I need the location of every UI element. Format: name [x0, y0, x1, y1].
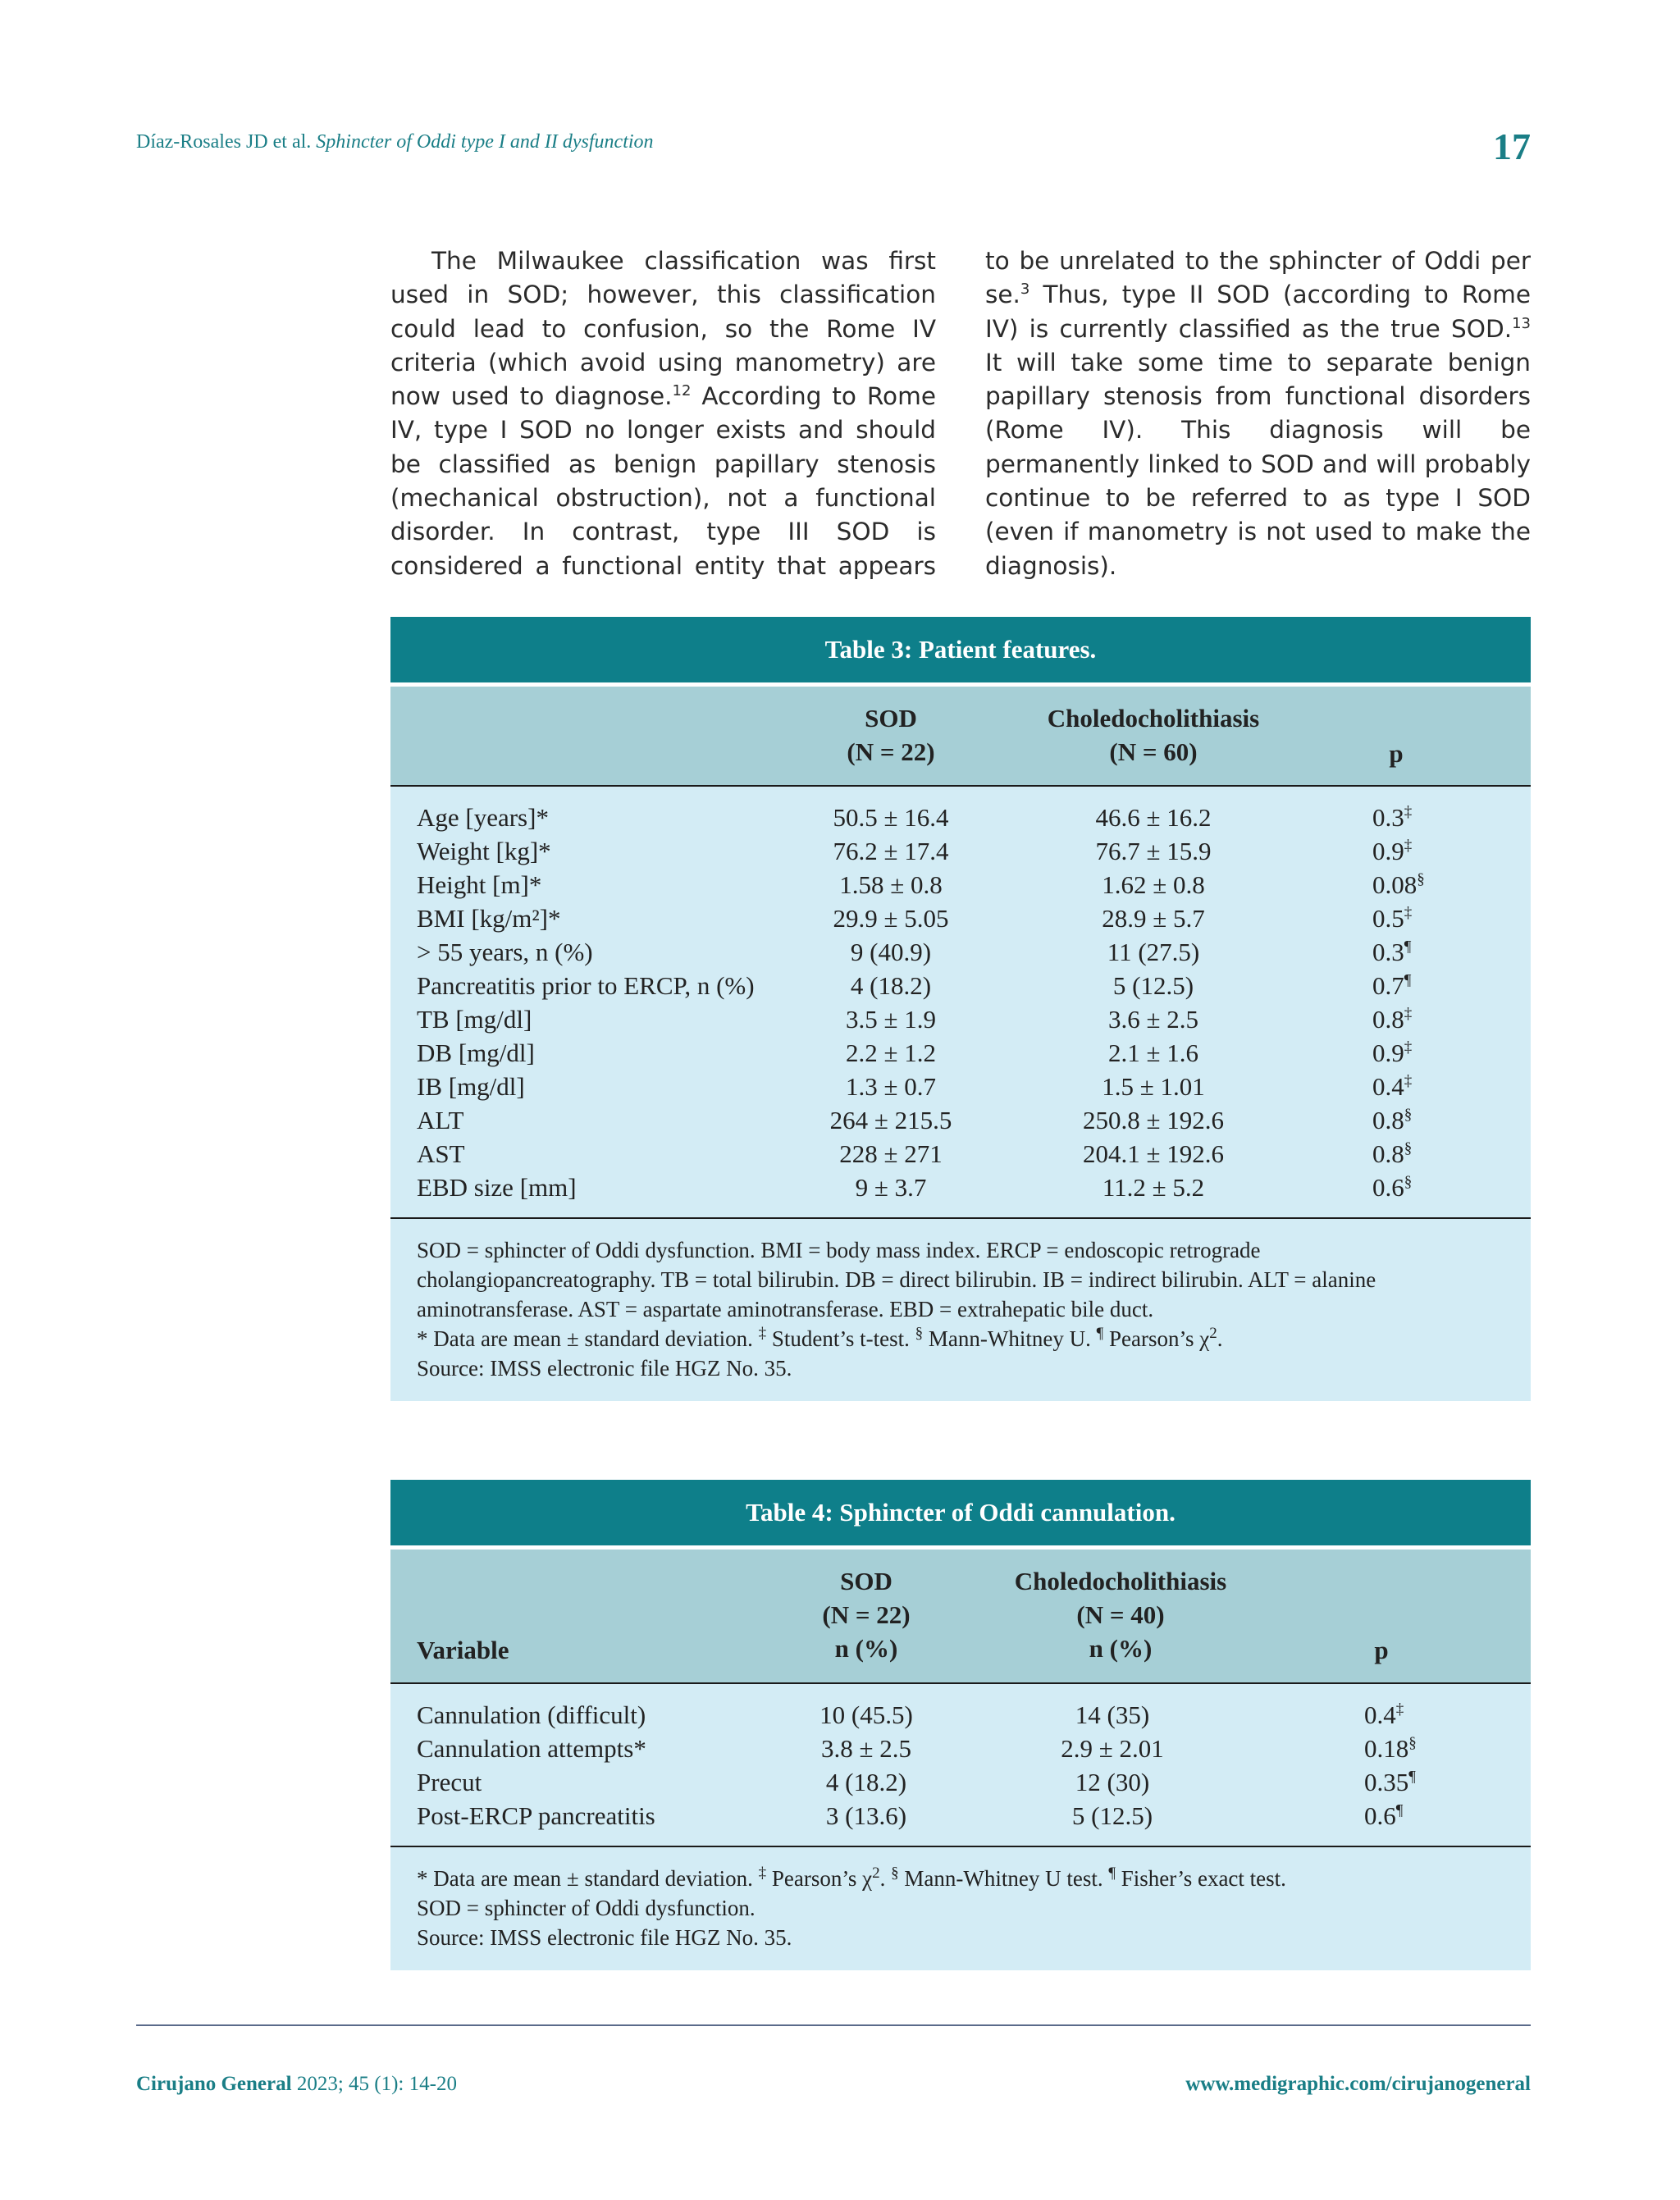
p-value-test-mark: §: [1404, 1106, 1413, 1124]
table-3-note: SOD = sphincter of Oddi dysfunction. BMI = body mass index. ERCP = endoscopic retrograde: [417, 1238, 1261, 1262]
table-3-body: [390, 787, 1531, 1219]
sod-value: 9 ± 3.7: [855, 1173, 927, 1202]
table-3-source: Source: IMSS electronic file HGZ No. 35.: [417, 1356, 792, 1381]
sod-value: 3.5 ± 1.9: [845, 1005, 936, 1034]
p-value: 0.35: [1364, 1768, 1409, 1796]
row-label: Cannulation attempts*: [417, 1734, 646, 1763]
table-3-title: Table 3: Patient features.: [390, 617, 1531, 682]
note-text: * Data are mean ± standard deviation.: [417, 1866, 759, 1891]
table-row: [390, 1106, 1531, 1139]
table-4-header: [390, 1550, 1531, 1684]
note-mark: 2: [1209, 1325, 1217, 1342]
p-value: 0.5: [1372, 904, 1404, 933]
table-row: [390, 803, 1531, 837]
p-value-test-mark: §: [1408, 1734, 1417, 1752]
row-label: Height [m]*: [417, 870, 542, 899]
p-value-test-mark: ¶: [1404, 971, 1412, 989]
choledocholithiasis-value: 1.5 ± 1.01: [1102, 1072, 1205, 1101]
row-label: IB [mg/dl]: [417, 1072, 525, 1101]
table-row: [390, 971, 1531, 1005]
choledocholithiasis-value: 250.8 ± 192.6: [1082, 1106, 1224, 1134]
p-value: 0.4: [1372, 1072, 1404, 1101]
p-value-cell: [1372, 837, 1412, 866]
row-label: Post-ERCP pancreatitis: [417, 1801, 655, 1830]
table-4-source: Source: IMSS electronic file HGZ No. 35.: [417, 1925, 792, 1950]
p-value-cell: [1364, 1734, 1417, 1764]
choledocholithiasis-value: 76.7 ± 15.9: [1095, 837, 1212, 865]
body-text-segment: Thus, type II SOD (according to Rome IV) is currently classified as the true SOD.: [985, 281, 1531, 343]
reference-marker: 3: [1020, 281, 1030, 299]
table-3-note: [417, 1324, 1504, 1353]
table-4-header-sod-n: (N = 22): [822, 1600, 911, 1629]
table-4-header-sod-pct: n (%): [834, 1634, 898, 1663]
sod-value: 9 (40.9): [850, 938, 932, 966]
p-value: 0.7: [1372, 971, 1404, 1000]
table-4-header-choledocholithiasis-n: (N = 40): [1076, 1600, 1165, 1629]
sod-value: 10 (45.5): [819, 1700, 913, 1729]
p-value-cell: [1372, 904, 1412, 933]
p-value-cell: [1372, 971, 1411, 1001]
p-value-test-mark: ¶: [1404, 938, 1412, 956]
p-value-test-mark: §: [1417, 870, 1425, 888]
sod-value: 50.5 ± 16.4: [833, 803, 949, 832]
choledocholithiasis-value: 204.1 ± 192.6: [1082, 1139, 1224, 1168]
choledocholithiasis-value: 5 (12.5): [1071, 1801, 1153, 1830]
p-value-test-mark: ‡: [1404, 837, 1413, 855]
p-value-test-mark: ‡: [1404, 1005, 1413, 1023]
table-3-header-sod-n: (N = 22): [847, 737, 935, 766]
p-value: 0.8: [1372, 1005, 1404, 1034]
table-3-header-p: p: [1389, 739, 1404, 768]
table-4-body: [390, 1684, 1531, 1847]
table-row: [390, 1139, 1531, 1173]
running-head-authors: Díaz-Rosales JD et al.: [136, 131, 312, 153]
row-label: AST: [417, 1139, 465, 1168]
p-value: 0.8: [1372, 1139, 1404, 1168]
table-4-header-choledocholithiasis: Choledocholithiasis: [1014, 1567, 1227, 1595]
p-value-cell: [1372, 1173, 1412, 1203]
row-label: TB [mg/dl]: [417, 1005, 532, 1034]
reference-marker: 13: [1512, 314, 1531, 332]
note-text: Pearson’s χ: [1103, 1326, 1210, 1351]
p-value: 0.3: [1372, 938, 1404, 966]
note-mark: ‡: [758, 1865, 767, 1882]
table-3-header-sod: SOD: [865, 704, 917, 733]
note-text: Student’s t-test.: [766, 1326, 915, 1351]
sod-value: 4 (18.2): [825, 1768, 907, 1796]
p-value-test-mark: ‡: [1404, 904, 1413, 922]
body-text-segment: It will take some time to separate benign papillary stenosis from functional disorders (Rome IV). This diagnosis will be permanently linked to SOD and will probably continue to be referred to as type I SOD (even if manometry is not used to make the diagnosis).: [985, 348, 1531, 580]
body-text-segment: According to Rome IV, type I SOD no longer exists and should be classified as benign papillary stenosis (mechanical obstruction), not a functional disorder. In contrast, type III SOD is considered a functional entity that appears to be unrelated to the sphincter of Oddi per se.: [390, 247, 1531, 580]
sod-value: 228 ± 271: [839, 1139, 943, 1168]
table-4-header-choledocholithiasis-pct: n (%): [1089, 1634, 1153, 1663]
p-value-test-mark: ‡: [1404, 803, 1413, 821]
p-value-test-mark: ¶: [1395, 1801, 1404, 1819]
footer-journal: Cirujano General: [136, 2073, 292, 2095]
table-row: [390, 870, 1531, 904]
choledocholithiasis-value: 2.1 ± 1.6: [1107, 1038, 1198, 1067]
table-4-note: SOD = sphincter of Oddi dysfunction.: [417, 1896, 756, 1920]
note-text: .: [879, 1866, 892, 1891]
row-label: Cannulation (difficult): [417, 1700, 646, 1729]
row-label: Pancreatitis prior to ERCP, n (%): [417, 971, 755, 1000]
p-value-test-mark: ¶: [1408, 1768, 1416, 1786]
p-value: 0.6: [1372, 1173, 1404, 1202]
table-row: [390, 1734, 1531, 1768]
note-text: Pearson’s χ: [766, 1866, 873, 1891]
sod-value: 3.8 ± 2.5: [820, 1734, 911, 1763]
sod-value: 76.2 ± 17.4: [833, 837, 949, 865]
note-text: Mann-Whitney U.: [923, 1326, 1097, 1351]
p-value-cell: [1372, 1005, 1412, 1034]
footer-issue: 2023; 45 (1): 14-20: [291, 2073, 457, 2095]
p-value: 0.6: [1364, 1801, 1396, 1830]
p-value: 0.9: [1372, 1038, 1404, 1067]
table-4-header-sod: SOD: [840, 1567, 892, 1595]
p-value-cell: [1364, 1801, 1403, 1831]
sod-value: 2.2 ± 1.2: [845, 1038, 936, 1067]
note-mark: ‡: [758, 1325, 767, 1342]
row-label: DB [mg/dl]: [417, 1038, 535, 1067]
note-mark: 2: [872, 1865, 880, 1882]
note-mark: §: [915, 1325, 924, 1342]
row-label: > 55 years, n (%): [417, 938, 593, 966]
row-label: BMI [kg/m²]*: [417, 904, 561, 933]
table-row: [390, 1072, 1531, 1106]
body-text: [390, 244, 1531, 583]
note-mark: ¶: [1096, 1325, 1104, 1342]
p-value: 0.8: [1372, 1106, 1404, 1134]
table-row: [390, 1768, 1531, 1801]
sod-value: 29.9 ± 5.05: [833, 904, 949, 933]
p-value: 0.08: [1372, 870, 1418, 899]
choledocholithiasis-value: 11 (27.5): [1107, 938, 1200, 966]
sod-value: 264 ± 215.5: [829, 1106, 952, 1134]
note-mark: ¶: [1108, 1865, 1116, 1882]
table-3-header: [390, 687, 1531, 787]
sod-value: 1.3 ± 0.7: [845, 1072, 936, 1101]
choledocholithiasis-value: 11.2 ± 5.2: [1102, 1173, 1205, 1202]
table-3-note: aminotransferase. AST = aspartate aminotransferase. EBD = extrahepatic bile duct.: [417, 1297, 1154, 1321]
sod-value: 1.58 ± 0.8: [839, 870, 943, 899]
running-head: [136, 131, 654, 153]
p-value-cell: [1364, 1768, 1416, 1797]
row-label: Precut: [417, 1768, 482, 1796]
table-row: [390, 1038, 1531, 1072]
body-text-segment: The Milwaukee classification was first used in SOD; however, this classification could lead to confusion, so the Rome IV criteria (which avoid using manometry) are now used to diagnose.: [390, 247, 936, 411]
table-row: [390, 1005, 1531, 1038]
p-value: 0.9: [1372, 837, 1404, 865]
choledocholithiasis-value: 3.6 ± 2.5: [1107, 1005, 1198, 1034]
p-value-cell: [1372, 1072, 1412, 1102]
table-3-note: cholangiopancreatography. TB = total bilirubin. DB = direct bilirubin. IB = indirect bilirubin. ALT = alanine: [417, 1267, 1376, 1292]
p-value-cell: [1372, 1106, 1412, 1135]
page-number: 17: [1493, 126, 1531, 167]
table-4-notes: [390, 1847, 1531, 1970]
table-4-title: Table 4: Sphincter of Oddi cannulation.: [390, 1480, 1531, 1545]
choledocholithiasis-value: 5 (12.5): [1112, 971, 1194, 1000]
row-label: EBD size [mm]: [417, 1173, 577, 1202]
p-value-cell: [1372, 870, 1425, 900]
choledocholithiasis-value: 46.6 ± 16.2: [1095, 803, 1212, 832]
p-value-cell: [1372, 1139, 1412, 1169]
note-mark: §: [891, 1865, 899, 1882]
table-row: [390, 938, 1531, 971]
reference-marker: 12: [672, 382, 692, 400]
footer-citation: [136, 2073, 457, 2096]
table-4-note: [417, 1864, 1504, 1893]
note-text: * Data are mean ± standard deviation.: [417, 1326, 759, 1351]
footer-url[interactable]: www.medigraphic.com/cirujanogeneral: [1185, 2073, 1531, 2095]
table-row: [390, 904, 1531, 938]
choledocholithiasis-value: 12 (30): [1075, 1768, 1150, 1796]
note-text: .: [1217, 1326, 1223, 1351]
choledocholithiasis-value: 1.62 ± 0.8: [1102, 870, 1205, 899]
table-row: [390, 1173, 1531, 1207]
table-3-notes: [390, 1219, 1531, 1401]
table-3-header-choledocholithiasis: Choledocholithiasis: [1047, 704, 1260, 733]
footer-rule: [136, 2024, 1531, 2026]
p-value-test-mark: ‡: [1404, 1072, 1413, 1090]
table-row: [390, 1700, 1531, 1734]
table-3: [390, 617, 1531, 1401]
p-value-cell: [1364, 1700, 1404, 1730]
p-value-cell: [1372, 1038, 1412, 1068]
sod-value: 3 (13.6): [825, 1801, 907, 1830]
table-4: [390, 1480, 1531, 1970]
note-text: Mann-Whitney U test.: [898, 1866, 1109, 1891]
p-value-test-mark: ‡: [1395, 1700, 1404, 1718]
p-value-test-mark: ‡: [1404, 1038, 1413, 1057]
table-4-header-variable: Variable: [417, 1636, 509, 1664]
note-text: Fisher’s exact test.: [1115, 1866, 1286, 1891]
row-label: ALT: [417, 1106, 464, 1134]
table-row: [390, 837, 1531, 870]
choledocholithiasis-value: 14 (35): [1075, 1700, 1150, 1729]
choledocholithiasis-value: 2.9 ± 2.01: [1061, 1734, 1164, 1763]
p-value: 0.18: [1364, 1734, 1409, 1763]
p-value-cell: [1372, 938, 1411, 967]
p-value-cell: [1372, 803, 1412, 833]
table-4-header-p: p: [1374, 1636, 1389, 1664]
sod-value: 4 (18.2): [850, 971, 932, 1000]
choledocholithiasis-value: 28.9 ± 5.7: [1102, 904, 1205, 933]
table-3-header-choledocholithiasis-n: (N = 60): [1109, 737, 1198, 766]
running-head-title: Sphincter of Oddi type I and II dysfunction: [316, 131, 654, 153]
row-label: Age [years]*: [417, 803, 549, 832]
row-label: Weight [kg]*: [417, 837, 551, 865]
table-row: [390, 1801, 1531, 1835]
p-value-test-mark: §: [1404, 1173, 1413, 1191]
p-value-test-mark: §: [1404, 1139, 1413, 1157]
p-value: 0.4: [1364, 1700, 1396, 1729]
p-value: 0.3: [1372, 803, 1404, 832]
body-paragraph: [390, 244, 1531, 583]
